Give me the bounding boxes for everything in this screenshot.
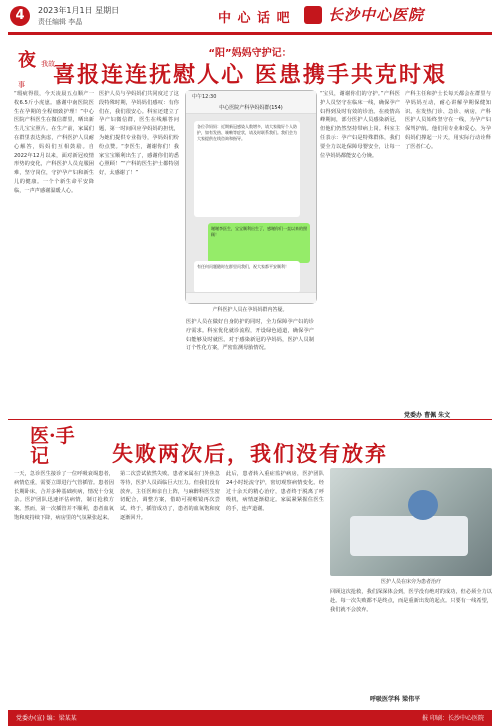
article1-column-1: “瑕疵得很，今天凌晨五点顺产一枚6.5斤小虎崽。感谢中南医院医生在孕期的全程细致护理！”中心医院产科医生在微信群里，晒出新生儿宝宝照片。在生产前，家属们在群里表达焦虑，产科医护人员耐心解答，妈妈们互相鼓励。自2022年12月以来，面对新冠疫情形势的变化，产科医护人员克服困难，坚守岗位，守护孕产妇和新生儿的健康。一个个新生命平安降临，一声声感谢温暖人心。 — [14, 91, 94, 194]
page-footer — [8, 710, 492, 726]
article1-author: 党委办 曹佩 朱文 — [404, 412, 451, 419]
column-stamp-char: 夜 — [18, 50, 36, 71]
hospital-logo-icon — [304, 6, 322, 24]
column-stamp-sub: 我故事 — [18, 60, 56, 89]
page-header — [0, 0, 500, 36]
article2-column-1: 一天，急诊医生接诊了一位呼吸衰竭患者，病情危重，需要立即进行气管插管。患者因长期卧床，合并多种基础疾病，情况十分复杂。医护团队迅速评估病情，制订抢救方案。然而，第一次插管并不顺利，患者血氧饱和度持续下降，病房里的气氛紧张起来。 — [14, 471, 114, 521]
photo-bed — [350, 516, 468, 556]
article1-column-5: 产科主任和护士长每天都会在群里与孕妈妈互动，耐心讲解孕期保健知识。在发热门诊、急诊、病房，产科医护人员始终坚守在一线，为孕产妇保驾护航。他们用专业和爱心，为孕妈妈们撑起一片天，用实际行动诠释了医者仁心。 — [405, 91, 491, 150]
chat-message: 有任何问题随时在群里问我们，祝大家都平安顺利！ — [194, 261, 300, 293]
section-title: 中 心 话 吧 — [218, 11, 291, 26]
article1-column-3: 医护人员在做好自身防护的同时，全力保障孕产妇的诊疗需求。科室优化就诊流程，开设绿色通道，确保孕产妇能够及时就医。对于感染新冠的孕妈妈，医护人员制订个性化方案，严密监测母胎情况。 — [186, 319, 314, 352]
article2-headline: 失败两次后，我们没有放弃 — [112, 442, 388, 466]
page-number: 4 — [10, 6, 30, 26]
phone-status: 中午12:30 — [186, 91, 316, 103]
issue-date: 2023年1月1日 星期日 — [38, 6, 120, 15]
chat-message: 各位孕妈妈：近期新冠感染人数增多，请大家做好个人防护，如有发热、咳嗽等症状，请及时联系我们。我们会为大家提供在线咨询和指导。 — [194, 121, 300, 217]
phone-caption: 产科医护人员在孕妈妈群内答疑。 — [212, 307, 288, 313]
chat-title: 中心医院产科孕妈妈群(154) — [186, 103, 316, 114]
article2-column-4: 回顾这次抢救，我们深深体会到，医学没有绝对的成功，但必须全力以赴。每一次失败都不是终点，而是重新出发的起点。只要有一线希望，我们就不会放弃。 — [330, 589, 492, 613]
footer-left: 党委办(宣) 编：梁某某 — [16, 715, 77, 722]
section-divider — [8, 419, 492, 420]
article2-column-2: 第二次尝试依然失败。患者家属在门外焦急等待，医护人员面临巨大压力。但我们没有放弃。主任医师亲自上阵，与麻醉科医生密切配合，调整方案，借助可视喉镜再次尝试。终于，插管成功了，患者的血氧饱和度逐渐回升。 — [120, 471, 220, 521]
article1-column-4: “宝贝，谢谢你们的守护。”产科医护人员坚守在临床一线，确保孕产妇得到及时有效的诊治。在疫情高峰期间，部分医护人员感染新冠，但他们仍然坚持带病上岗。科室主任表示：孕产妇是特殊群体，我们要全力以赴保障母婴安全，让每一位孕妈妈都能安心分娩。 — [320, 91, 400, 159]
photo-doctor — [408, 490, 438, 520]
header-rule — [8, 32, 492, 35]
article1-subtitle: “阳”妈妈守护记： — [208, 48, 292, 59]
chat-input-bar — [186, 292, 316, 303]
chat-message: 谢谢李医生，宝宝顺利出生了，感谢你们一直以来的照顾！ — [208, 223, 310, 263]
article1-headline: 喜报连连抚慰人心 医患携手共克时艰 — [53, 63, 447, 88]
photo-caption: 医护人员在床旁为患者治疗 — [380, 579, 441, 585]
editor-credit: 责任编辑 李晶 — [38, 18, 83, 26]
masthead: 长沙中心医院 — [328, 6, 425, 24]
footer-right: 报 印刷：长沙中心医院 — [422, 715, 484, 722]
article2-author: 呼吸医学科 梁伟平 — [370, 696, 421, 703]
article1-column-2: 医护人员与孕妈妈们共同度过了这段特殊时期，孕妈妈们感叹：有你们在，我们很安心。科室还建立了孕产妇微信群，医生在线解答问题，第一时间回应孕妈妈的担忧，为她们提供专业指导，孕妈妈们纷纷点赞。“李医生，谢谢你们！我家宝宝顺利出生了，感谢你们的悉心照顾！”“产科的医生护士都特别好，太感谢了！” — [99, 91, 179, 177]
article2-column-3: 此后，患者转入重症监护病房，医护团队24小时轮流守护，密切观察病情变化。经过十余天的精心治疗，患者终于脱离了呼吸机，病情逐渐稳定。家属紧紧握住医生的手，连声道谢。 — [226, 471, 324, 513]
patient-photo — [330, 468, 492, 576]
wechat-screenshot — [185, 90, 317, 304]
column-stamp-text: 医·手记 — [30, 425, 75, 467]
